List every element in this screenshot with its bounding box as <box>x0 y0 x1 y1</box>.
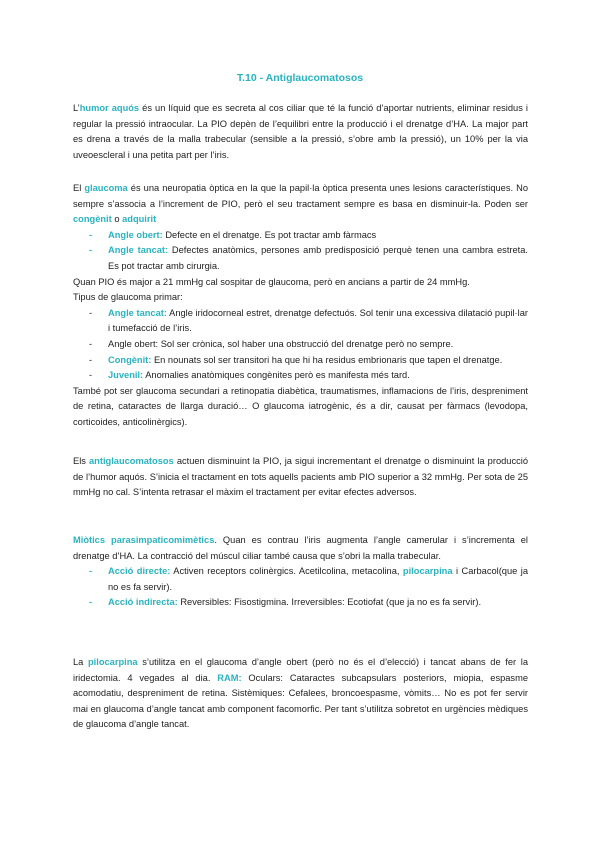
paragraph-humor-aquos <box>73 101 528 163</box>
pio-threshold-line: Quan PIO és major a 21 mmHg cal sospitar de glaucoma, però en ancians a partir de 24 mmHg. <box>73 276 470 287</box>
term-antiglaucomatosos: antiglaucomatosos <box>89 456 174 466</box>
list-item-label: Congènit: <box>108 354 152 365</box>
text-run: o <box>111 214 123 225</box>
list-item <box>73 595 528 611</box>
list-item-label: Angle obert: <box>108 229 163 240</box>
list-item-text: Activen receptors colinèrgics. Acetilcolina, metacolina, <box>170 566 403 577</box>
text-run: El <box>73 183 85 193</box>
list-item-text: Angle iridocorneal estret, drenatge defectuós. Sol tenir una excessiva dilatació pupil·lar i tumefacció de l’iris. <box>108 307 528 334</box>
text-run: . Quan es contrau l’iris augmenta l’angle camerular i s’incrementa el drenatge d’HA. La contracció del múscul ciliar també causa que s’obri la malla trabecular. <box>73 535 528 561</box>
list-item <box>73 243 528 274</box>
list-item <box>73 368 528 384</box>
secondary-glaucoma-text: També pot ser glaucoma secundari a retinopatia diabètica, traumatismes, inflamacions de l’iris, despreniment de retina, cataractes de llarga duració… O glaucoma iatrogènic, és a dir, causat per fàrmacs (levodopa, corticoides, anticolinèrgics). <box>73 385 528 427</box>
primary-types-list <box>73 306 528 384</box>
page-title: T.10 - Antiglaucomatosos <box>236 72 364 84</box>
paragraph-glaucoma <box>73 181 528 431</box>
list-item-text: Defecte en el drenatge. Es pot tractar amb fàrmacs <box>162 229 377 240</box>
text-run: és un líquid que es secreta al cos ciliar que té la funció d’aportar nutrients, eliminar residus i regular la pressió intraocular. La PIO depèn de l’equilibri entre la producció i el drenatge d’HA. La major part es drena a través de la malla trabecular (sensible a la pressió, s’obre amb la pressió), un 10% per la via uveoescleral i una petita part per l’iris. <box>73 103 528 160</box>
list-item <box>73 564 528 595</box>
text-run: La pilocarpina <box>73 657 138 667</box>
list-item-label: Angle tancat: <box>108 245 169 256</box>
text-run: L’ <box>73 103 80 113</box>
glaucoma-angle-list <box>73 228 528 275</box>
term-pilocarpina-lead: pilocarpina <box>87 657 138 667</box>
term-pilocarpina: pilocarpina <box>402 566 453 577</box>
term-glaucoma: glaucoma <box>84 183 128 193</box>
text-run: s’utilitza en el glaucoma d’angle obert (però no és el d’elecció) i tancat abans de fer la iridectomia. 4 vegades al dia. <box>73 657 528 683</box>
text-run: actuen disminuint la PIO, ja sigui incrementant el drenatge o disminuint la producció de l’humor aquós. S’inicia el tractament en tots aquells pacients amb PIO superior a 32 mmHg. Per sota de 25 mmHg no cal. S’intenta retrasar el màxim el tractament per evitar efectes adversos. <box>73 456 528 498</box>
paragraph-pilocarpina <box>73 655 528 733</box>
paragraph-miotics <box>73 533 528 611</box>
list-item-label: Acció indirecta: <box>108 597 178 608</box>
list-item <box>73 228 528 244</box>
paragraph-antiglaucomatosos <box>73 454 528 501</box>
list-item-label: Acció directe: <box>108 566 171 577</box>
list-item-text: Reversibles: Fisostigmina. Irreversibles: Ecotiofat (que ja no es fa servir). <box>177 597 482 608</box>
text-run: Els <box>73 456 89 466</box>
term-miotics: Miòtics parasimpaticomimètics <box>73 535 215 545</box>
list-item-text: Defectes anatòmics, persones amb predisposició perquè tenen una cambra estreta. Es pot tractar amb cirurgia. <box>108 245 529 271</box>
list-item-text: Anomalies anatòmiques congènites però es manifesta més tard. <box>143 370 410 381</box>
term-ram: RAM: <box>217 672 242 683</box>
miotics-action-list <box>73 564 528 611</box>
primary-types-heading: Tipus de glaucoma primar: <box>73 292 183 303</box>
list-item-text: i Carbacol(que ja no es fa servir). <box>108 566 528 592</box>
list-item <box>73 353 528 369</box>
term-humor-aquos: humor aquós <box>79 103 140 113</box>
list-item-text: Angle obert: Sol ser crònica, sol haber una obstrucció del drenatge però no sempre. <box>108 338 454 349</box>
list-item <box>73 306 528 337</box>
list-item <box>73 337 528 353</box>
term-adquirit: adquirit <box>122 214 157 225</box>
list-item-label: Juvenil: <box>108 370 144 381</box>
text-run: Oculars: Cataractes subcapsulars posteriors, miopia, espasme acomodatiu, despreniment de retina. Sistèmiques: Cefalees, broncoespasme, vòmits… No es pot fer servir mai en glaucoma d’angle tancat amb component facomorfic. Per tant s’utilitza sobretot en urgències mèdiques de glaucoma d’angle tancat. <box>73 672 528 730</box>
list-item-text: En nounats sol ser transitori ha que hi ha residus embrionaris que tapen el drenatge. <box>151 354 503 365</box>
term-congenit: congènit <box>73 214 112 225</box>
text-run: és una neuropatia òptica en la que la papil·la òptica presenta unes lesions característiques. No sempre s’associa a l’increment de PIO, però el seu tractament sempre es basa en disminuir-la. Poden ser <box>73 183 528 209</box>
list-item-label: Angle tancat: <box>108 307 167 318</box>
